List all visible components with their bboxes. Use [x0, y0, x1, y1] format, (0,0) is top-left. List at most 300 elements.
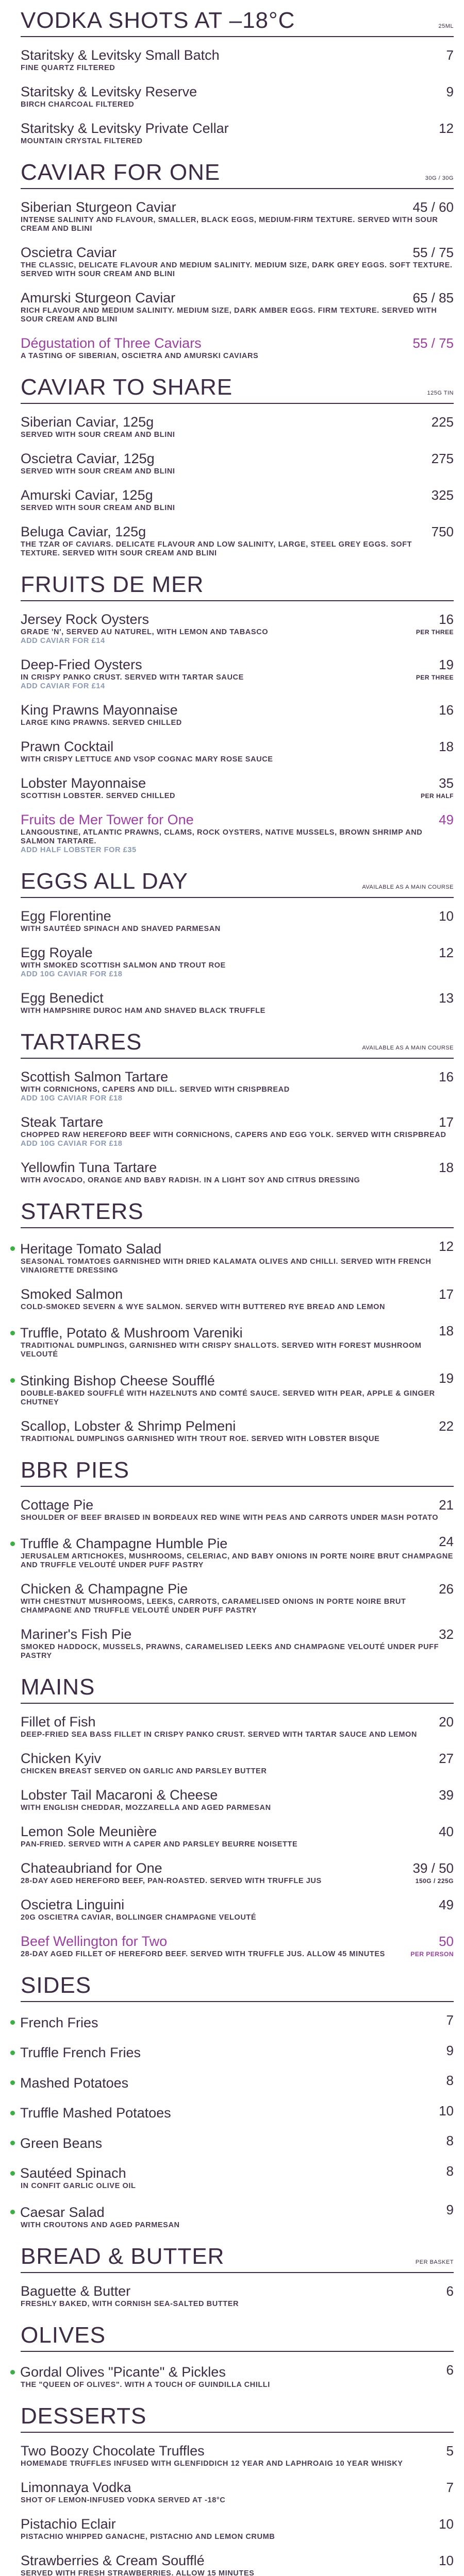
item-name-text: Truffle French Fries: [20, 2045, 141, 2060]
menu-item-detail-row: [21, 828, 454, 846]
item-description: SHOULDER OF BEEF BRAISED IN BORDEAUX RED WINE WITH PEAS AND CARROTS UNDER MASH POTATO: [21, 1513, 439, 1522]
item-price: 16: [439, 702, 454, 718]
section-title: CAVIAR TO SHARE: [21, 375, 233, 400]
item-description: WITH CROUTONS AND AGED PARMESAN: [21, 2221, 180, 2229]
item-description: PAN-FRIED. SERVED WITH A CAPER AND PARSLEY BEURRE NOISETTE: [21, 1840, 298, 1849]
item-price: 16: [439, 612, 454, 627]
item-name: [21, 1159, 157, 1176]
item-description: 28-DAY AGED HEREFORD BEEF, PAN-ROASTED. SERVED WITH TRUFFLE JUS: [21, 1877, 322, 1885]
menu-item-detail-row: [21, 1176, 454, 1185]
item-description: THE TZAR OF CAVIARS. DELICATE FLAVOUR AND LOW SALINITY, LARGE, STEEL GREY EGGS. SOFT TEXTURE. SERVED WITH SOUR CREAM AND BLINI: [21, 540, 412, 557]
menu-item-row: [21, 811, 454, 828]
item-description: IN CRISPY PANKO CRUST. SERVED WITH TARTAR SAUCE: [21, 673, 244, 682]
item-price: 18: [439, 739, 454, 754]
menu-item: [21, 519, 454, 564]
vegan-dot-icon: [10, 1331, 15, 1335]
menu-section: [21, 152, 454, 367]
item-price: 5: [446, 2443, 454, 2459]
menu-section: [21, 2236, 454, 2315]
item-price: 49: [439, 812, 454, 827]
item-name: [21, 46, 220, 64]
menu-item-row: [21, 1823, 454, 1840]
item-name-text: Staritsky & Levitsky Reserve: [21, 84, 197, 99]
menu-item: [21, 1576, 454, 1621]
item-name: [21, 1113, 103, 1131]
item-name-text: Heritage Tomato Salad: [20, 1241, 162, 1257]
item-name: [21, 1496, 93, 1514]
section-title: BBR PIES: [21, 1457, 129, 1483]
menu-section: [21, 0, 454, 152]
item-description: LANGOUSTINE, ATLANTIC PRAWNS, CLAMS, ROCK OYSTERS, NATIVE MUSSELS, BROWN SHRIMP AND SALMON TARTARE.: [21, 828, 423, 845]
item-addon: ADD 10G CAVIAR FOR £18: [21, 1094, 123, 1103]
item-price: 6: [446, 2283, 454, 2299]
section-note: 25ML: [438, 23, 454, 29]
menu-item-detail-row: [21, 2300, 454, 2309]
menu-item-detail-row: [21, 1435, 454, 1444]
menu-item: [21, 2548, 454, 2576]
menu-section: [21, 861, 454, 1022]
menu-item: [21, 2197, 454, 2236]
item-name-text: Lemon Sole Meunière: [21, 1824, 157, 1839]
item-name: [21, 120, 229, 137]
menu-item-row: [21, 2282, 454, 2300]
menu-section: [21, 1965, 454, 2236]
section-note: 30G / 30G: [425, 175, 454, 181]
item-name-text: Truffle Mashed Potatoes: [20, 2105, 171, 2121]
menu-item-row: [21, 738, 454, 755]
menu-item-detail-row: [21, 1877, 454, 1886]
item-name-text: Oscietra Caviar: [21, 245, 117, 260]
menu-item-detail-row: [21, 1007, 454, 1015]
menu-item-row: [21, 701, 454, 719]
menu-item-detail-row: [21, 1913, 454, 1922]
section-title: FRUITS DE MER: [21, 572, 204, 597]
section-title: EGGS ALL DAY: [21, 869, 189, 894]
section-title: DESSERTS: [21, 2403, 147, 2429]
item-description: SERVED WITH FRESH STRAWBERRIES. ALLOW 15 MINUTES: [21, 2569, 255, 2576]
section-title: OLIVES: [21, 2322, 106, 2348]
item-name: [21, 738, 113, 755]
menu-item-row: [21, 1369, 454, 1389]
item-name-text: Cottage Pie: [21, 1497, 94, 1513]
menu-section: [21, 1022, 454, 1191]
item-name-text: Green Beans: [20, 2135, 103, 2151]
item-description: WITH ENGLISH CHEDDAR, MOZZARELLA AND AGED PARMESAN: [21, 1804, 271, 1812]
item-name-text: Staritsky & Levitsky Private Cellar: [21, 121, 229, 136]
item-description: IN CONFIT GARLIC OLIVE OIL: [21, 2182, 136, 2190]
menu-item: [21, 79, 454, 115]
item-price: 27: [439, 1751, 454, 1766]
menu-item: [21, 2278, 454, 2315]
menu-item: [21, 1109, 454, 1155]
item-name-text: Beef Wellington for Two: [21, 1934, 168, 1949]
menu-item-row: [21, 46, 454, 64]
item-name: [21, 1068, 168, 1086]
menu-item-row: [21, 1322, 454, 1342]
menu-item-row: [21, 2102, 454, 2122]
item-name-text: Scottish Salmon Tartare: [21, 1069, 169, 1084]
menu-item-row: [21, 1750, 454, 1767]
item-name-text: Egg Royale: [21, 945, 93, 960]
menu-item: [21, 1855, 454, 1892]
menu-item: [21, 240, 454, 285]
menu-item: [21, 652, 454, 697]
menu-item: [21, 770, 454, 807]
item-unit: PER HALF: [421, 792, 454, 800]
menu-section: [21, 2396, 454, 2576]
menu-item-detail-row: [21, 540, 454, 558]
item-description: DOUBLE-BAKED SOUFFLÉ WITH HAZELNUTS AND COMTÉ SAUCE. SERVED WITH PEAR, APPLE & GINGER CHUTNEY: [21, 1389, 435, 1406]
item-name: [21, 1823, 157, 1840]
section-header: [21, 2403, 454, 2433]
item-name: [21, 2204, 105, 2221]
section-header: [21, 868, 454, 898]
menu-item-detail-row: [21, 2381, 454, 2389]
item-description: COLD-SMOKED SEVERN & WYE SALMON. SERVED WITH BUTTERED RYE BREAD AND LEMON: [21, 1302, 386, 1311]
menu-item: [21, 1529, 454, 1577]
item-name: [21, 656, 142, 673]
menu-item-detail-row: [21, 1950, 454, 1959]
item-description: DEEP-FRIED SEA BASS FILLET IN CRISPY PANKO CRUST. SERVED WITH TARTAR SAUCE AND LEMON: [21, 1731, 417, 1739]
menu-item-row: [21, 486, 454, 504]
item-price: 19: [439, 657, 454, 672]
item-name-text: Amurski Sturgeon Caviar: [21, 290, 176, 306]
menu-item-detail-row: [21, 719, 454, 727]
item-price: 20: [439, 1714, 454, 1730]
vegan-dot-icon: [10, 1246, 15, 1251]
section-title: TARTARES: [21, 1029, 142, 1055]
item-name-text: Dégustation of Three Caviars: [21, 335, 202, 351]
menu-item-detail-row: [21, 1643, 454, 1660]
item-price: 325: [431, 487, 454, 503]
section-title: CAVIAR FOR ONE: [21, 160, 221, 185]
menu-item-row: [21, 1113, 454, 1131]
item-name: [21, 1285, 123, 1303]
item-description: SERVED WITH SOUR CREAM AND BLINI: [21, 504, 175, 512]
item-description: SERVED WITH SOUR CREAM AND BLINI: [21, 467, 175, 476]
menu-item-row: [21, 2042, 454, 2062]
item-price: 65 / 85: [412, 290, 454, 306]
item-description: RICH FLAVOUR AND MEDIUM SALINITY. MEDIUM SIZE, DARK AMBER EGGS. FIRM TEXTURE. SERVED WITH SOUR CREAM AND BLINI: [21, 307, 437, 324]
item-name: [21, 2134, 102, 2152]
item-name: [21, 1933, 167, 1950]
vegan-dot-icon: [10, 2020, 15, 2025]
item-name-text: Oscietra Caviar, 125g: [21, 451, 155, 466]
item-name: [21, 2164, 126, 2182]
item-name-text: Siberian Caviar, 125g: [21, 414, 154, 430]
item-price: 9: [446, 2202, 454, 2217]
item-name: [21, 701, 178, 719]
section-header: [21, 571, 454, 601]
menu-item-detail-row: [21, 1131, 454, 1140]
menu-item: [21, 1413, 454, 1450]
menu-item-row: [21, 1238, 454, 1258]
item-price: 12: [439, 945, 454, 960]
menu-item: [21, 1155, 454, 1191]
menu-item: [21, 1928, 454, 1965]
item-price: 7: [446, 2480, 454, 2495]
item-name: [21, 2074, 128, 2092]
item-price: 10: [439, 2516, 454, 2532]
item-price: 225: [431, 414, 454, 430]
item-name: [21, 774, 146, 792]
menu-item-row: [21, 611, 454, 628]
item-name: [21, 1417, 236, 1435]
item-name-text: Gordal Olives "Picante" & Pickles: [20, 2364, 226, 2380]
item-name: [21, 2104, 171, 2122]
menu-item-detail-row: [21, 2496, 454, 2505]
menu-item: [21, 330, 454, 367]
item-name: [21, 1535, 227, 1552]
menu-item-row: [21, 2072, 454, 2092]
item-name-text: Stinking Bishop Cheese Soufflé: [20, 1372, 215, 1388]
item-name: [21, 2442, 205, 2460]
item-name-text: Lobster Mayonnaise: [21, 775, 146, 791]
item-name-text: Deep-Fried Oysters: [21, 657, 142, 672]
item-price: 19: [439, 1370, 454, 1386]
item-price: 39: [439, 1787, 454, 1803]
menu-item-row: [21, 2552, 454, 2569]
menu-item: [21, 1819, 454, 1855]
item-price: 7: [446, 2012, 454, 2028]
item-description: FINE QUARTZ FILTERED: [21, 64, 115, 72]
item-name-text: Baguette & Butter: [21, 2283, 131, 2299]
item-name-text: Scallop, Lobster & Shrimp Pelmeni: [21, 1418, 236, 1434]
item-addon: ADD 10G CAVIAR FOR £18: [21, 1140, 123, 1148]
item-name: [21, 811, 194, 828]
item-name-text: Steak Tartare: [21, 1114, 104, 1130]
item-name-text: Mariner's Fish Pie: [21, 1626, 132, 1642]
vegan-dot-icon: [10, 2210, 15, 2214]
item-price: 8: [446, 2073, 454, 2088]
menu-item-row: [21, 1786, 454, 1804]
vegan-dot-icon: [10, 2370, 15, 2375]
menu-item-detail-row: [21, 504, 454, 513]
item-description: CHOPPED RAW HEREFORD BEEF WITH CORNICHONS, CAPERS AND EGG YOLK. SERVED WITH CRISPBREAD: [21, 1131, 446, 1139]
menu-item: [21, 2475, 454, 2511]
menu-item-detail-row: [21, 1514, 454, 1522]
section-title: VODKA SHOTS AT –18°C: [21, 8, 295, 33]
item-name-text: Mashed Potatoes: [20, 2075, 129, 2091]
menu-item-detail-row: [21, 137, 454, 146]
menu-item-detail-row: [21, 431, 454, 439]
menu-item-row: [21, 413, 454, 431]
section-header: [21, 1457, 454, 1487]
item-name: [21, 2515, 116, 2533]
item-description: WITH SMOKED SCOTTISH SALMON AND TROUT ROE: [21, 961, 226, 970]
menu-item-row: [21, 198, 454, 216]
item-name: [21, 1896, 124, 1913]
item-description: SERVED WITH SOUR CREAM AND BLINI: [21, 431, 175, 439]
menu-item-detail-row: [21, 2221, 454, 2230]
item-description: 20G OSCIETRA CAVIAR, BOLLINGER CHAMPAGNE VELOUTÉ: [21, 1913, 257, 1922]
menu-item-detail-row: [21, 1389, 454, 1407]
item-name: [21, 334, 202, 352]
menu-item: [21, 2038, 454, 2068]
menu-item-detail-row: [21, 792, 454, 801]
item-name: [21, 2479, 131, 2496]
menu-item: [21, 2007, 454, 2038]
item-price: 9: [446, 2042, 454, 2058]
item-price: 17: [439, 1114, 454, 1130]
item-name: [21, 1786, 218, 1804]
menu-item-row: [21, 944, 454, 961]
section-title: BREAD & BUTTER: [21, 2243, 225, 2269]
item-unit: 150G / 225G: [415, 1877, 454, 1885]
item-price: 275: [431, 451, 454, 466]
item-price: 26: [439, 1581, 454, 1597]
item-description: THE CLASSIC, DELICATE FLAVOUR AND MEDIUM SALINITY. MEDIUM SIZE, DARK GREY EGGS. SOFT TEXTURE. SERVED WITH SOUR CREAM AND BLINI: [21, 261, 453, 278]
item-description: WITH CORNICHONS, CAPERS AND DILL. SERVED WITH CRISPBREAD: [21, 1086, 290, 1094]
menu-item-detail-row: [21, 216, 454, 233]
section-header: [21, 7, 454, 37]
menu-item-detail-row: [21, 100, 454, 109]
item-description: PISTACHIO WHIPPED GANACHE, PISTACHIO AND LEMON CRUMB: [21, 2533, 275, 2541]
item-name-text: Egg Florentine: [21, 908, 111, 924]
section-header: [21, 1029, 454, 1059]
item-description: SMOKED HADDOCK, MUSSELS, PRAWNS, CARAMELISED LEEKS AND CHAMPAGNE VELOUTÉ UNDER PUFF PASTRY: [21, 1643, 439, 1660]
menu-item-row: [21, 2442, 454, 2460]
menu-item-row: [21, 1285, 454, 1303]
menu-item-row: [21, 2515, 454, 2533]
item-name: [21, 944, 93, 961]
item-description: SEASONAL TOMATOES GARNISHED WITH DRIED KALAMATA OLIVES AND CHILLI. SERVED WITH FRENCH VINAIGRETTE DRESSING: [21, 1257, 432, 1275]
menu-section: [21, 2315, 454, 2396]
menu-item: [21, 115, 454, 152]
menu-item-row: [21, 1933, 454, 1950]
item-name: [21, 2044, 141, 2061]
item-name: [21, 2282, 130, 2300]
item-price: 49: [439, 1897, 454, 1912]
menu-item: [21, 1492, 454, 1529]
section-title: SIDES: [21, 1973, 92, 1998]
item-name: [21, 486, 153, 504]
item-price: 12: [439, 1239, 454, 1254]
item-price: 18: [439, 1160, 454, 1175]
item-description: TRADITIONAL DUMPLINGS GARNISHED WITH TROUT ROE. SERVED WITH LOBSTER BISQUE: [21, 1434, 380, 1443]
section-header: [21, 374, 454, 404]
menu-item: [21, 42, 454, 79]
menu-item-detail-row: [21, 307, 454, 324]
menu-item: [21, 409, 454, 446]
item-description: THE "QUEEN OF OLIVES". WITH A TOUCH OF GUINDILLA CHILLI: [21, 2381, 270, 2389]
vegan-dot-icon: [10, 1378, 15, 1383]
item-price: 8: [446, 2133, 454, 2148]
item-price: 6: [446, 2362, 454, 2378]
item-price: 24: [439, 1533, 454, 1549]
menu-item-row: [21, 2011, 454, 2031]
menu-item: [21, 2511, 454, 2548]
menu-section: [21, 1667, 454, 1965]
menu-item-row: [21, 1859, 454, 1877]
menu-item-detail-row: [21, 2182, 454, 2191]
menu-item-row: [21, 1625, 454, 1643]
menu-item-row: [21, 1159, 454, 1176]
item-name-text: Fillet of Fish: [21, 1714, 96, 1730]
menu-section: [21, 564, 454, 861]
menu-item-detail-row: [21, 673, 454, 682]
item-price: 750: [431, 524, 454, 539]
item-description: SCOTTISH LOBSTER. SERVED CHILLED: [21, 792, 176, 800]
item-price: 10: [439, 2103, 454, 2119]
item-name: [21, 1372, 215, 1389]
item-name-text: Two Boozy Chocolate Truffles: [21, 2443, 205, 2459]
section-header: [21, 159, 454, 189]
menu-item: [21, 985, 454, 1022]
menu-item-detail-row: [21, 261, 454, 279]
item-name: [21, 907, 111, 925]
item-description: WITH CHESTNUT MUSHROOMS, LEEKS, CARROTS, CARAMELISED ONIONS IN PORTE NOIRE BRUT CHAMPAGNE AND TRUFFLE VELOUTÉ UNDER PUFF PASTRY: [21, 1598, 406, 1615]
item-addon: ADD HALF LOBSTER FOR £35: [21, 846, 137, 854]
vegan-dot-icon: [10, 2141, 15, 2145]
item-addon: ADD CAVIAR FOR £14: [21, 637, 105, 645]
item-description: 28-DAY AGED FILLET OF HEREFORD BEEF. SERVED WITH TRUFFLE JUS. ALLOW 45 MINUTES: [21, 1950, 385, 1958]
menu-item-row: [21, 1496, 454, 1514]
item-name: [21, 1859, 162, 1877]
section-header: [21, 2243, 454, 2273]
item-price: 10: [439, 2553, 454, 2568]
item-name-text: Caesar Salad: [20, 2204, 105, 2220]
item-name-text: Sautéed Spinach: [20, 2165, 126, 2181]
item-name-text: Oscietra Linguini: [21, 1897, 125, 1912]
menu-item-detail-row: [21, 467, 454, 476]
item-name-text: Fruits de Mer Tower for One: [21, 812, 194, 827]
item-name: [21, 2014, 98, 2031]
menu-item-row: [21, 2132, 454, 2152]
menu-item: [21, 1782, 454, 1819]
menu-item-detail-row: [21, 2533, 454, 2541]
item-name: [21, 289, 175, 307]
menu-item-detail-row: [21, 1342, 454, 1359]
item-description: INTENSE SALINITY AND FLAVOUR, SMALLER, BLACK EGGS, MEDIUM-FIRM TEXTURE. SERVED WITH SOUR CREAM AND BLINI: [21, 216, 438, 233]
item-name-text: Staritsky & Levitsky Small Batch: [21, 47, 220, 63]
item-name: [21, 1625, 131, 1643]
menu-item-detail-row: [21, 628, 454, 637]
section-header: [21, 1674, 454, 1704]
item-price: 17: [439, 1286, 454, 1302]
section-note: PER BASKET: [415, 2259, 454, 2265]
menu-item: [21, 194, 454, 240]
menu-item-detail-row: [21, 352, 454, 361]
item-description: LARGE KING PRAWNS. SERVED CHILLED: [21, 719, 182, 727]
item-price: 13: [439, 990, 454, 1006]
item-name: [21, 1713, 96, 1731]
menu-item: [21, 1281, 454, 1318]
menu-item-detail-row: [21, 1840, 454, 1849]
menu-item: [21, 807, 454, 861]
item-name-text: Egg Benedict: [21, 990, 104, 1006]
menu-item: [21, 285, 454, 330]
section-note: AVAILABLE AS A MAIN COURSE: [362, 884, 454, 890]
menu-item-detail-row: [21, 2460, 454, 2468]
menu-item: [21, 1709, 454, 1745]
item-unit: PER THREE: [416, 674, 454, 681]
menu-item: [21, 2128, 454, 2158]
item-name: [21, 244, 117, 261]
menu-item-detail-row: [21, 1258, 454, 1275]
menu-item: [21, 1064, 454, 1109]
menu-item-detail-row: [21, 64, 454, 73]
item-price: 50: [439, 1934, 454, 1949]
menu-item: [21, 1892, 454, 1928]
menu-item-row: [21, 2479, 454, 2496]
menu-item-detail-row: [21, 1767, 454, 1776]
menu-item-row: [21, 1896, 454, 1913]
menu-item: [21, 940, 454, 985]
menu-item-row: [21, 334, 454, 352]
item-name: [21, 83, 197, 100]
item-addon: ADD 10G CAVIAR FOR £18: [21, 970, 123, 978]
